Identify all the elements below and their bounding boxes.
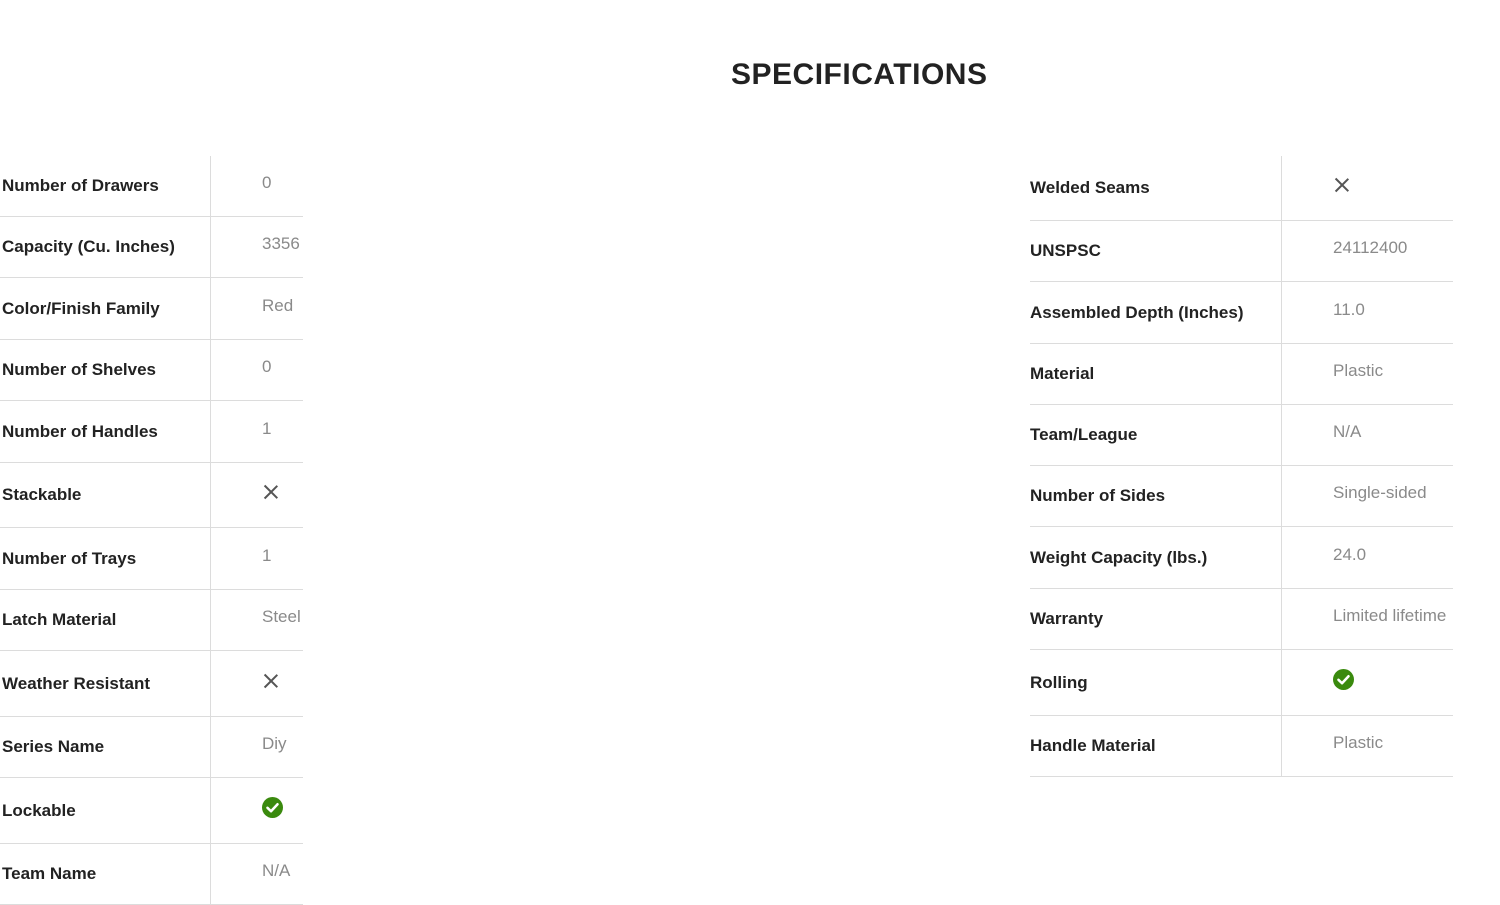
spec-value: Limited lifetime bbox=[1333, 606, 1447, 625]
spec-row-number-of-shelves bbox=[0, 340, 303, 401]
check-icon bbox=[1333, 669, 1354, 690]
spec-row-weather-resistant bbox=[0, 651, 303, 717]
spec-value: 1 bbox=[262, 418, 272, 438]
spec-value bbox=[1282, 156, 1351, 220]
spec-label: Stackable bbox=[0, 463, 211, 527]
spec-label: Number of Trays bbox=[0, 528, 211, 589]
spec-label: UNSPSC bbox=[1030, 221, 1282, 281]
spec-label: Number of Sides bbox=[1030, 466, 1282, 526]
spec-row-lockable bbox=[0, 778, 303, 844]
spec-row-latch-material bbox=[0, 590, 303, 651]
spec-value: 0 bbox=[262, 357, 272, 376]
spec-value bbox=[211, 463, 280, 527]
spec-value: Steel bbox=[262, 607, 301, 626]
spec-row-series-name bbox=[0, 717, 303, 778]
spec-label: Material bbox=[1030, 344, 1282, 404]
spec-label: Handle Material bbox=[1030, 716, 1282, 776]
spec-label: Weight Capacity (lbs.) bbox=[1030, 527, 1282, 588]
spec-label: Lockable bbox=[0, 778, 211, 843]
spec-row-weight-capacity-lbs bbox=[1030, 527, 1453, 589]
cross-icon bbox=[262, 483, 280, 501]
spec-row-unspsc bbox=[1030, 221, 1453, 282]
spec-row-stackable bbox=[0, 463, 303, 528]
spec-row-warranty bbox=[1030, 589, 1453, 650]
spec-label: Team/League bbox=[1030, 405, 1282, 465]
spec-label: Number of Handles bbox=[0, 401, 211, 462]
spec-value: 24.0 bbox=[1333, 544, 1367, 564]
page-title: SPECIFICATIONS bbox=[731, 58, 988, 91]
specifications-table-left bbox=[0, 156, 303, 905]
spec-label: Assembled Depth (Inches) bbox=[1030, 282, 1282, 343]
spec-value: N/A bbox=[1333, 422, 1362, 441]
spec-value: Single-sided bbox=[1333, 483, 1427, 502]
cross-icon bbox=[262, 672, 280, 690]
spec-value: Red bbox=[262, 295, 294, 315]
spec-row-number-of-drawers bbox=[0, 156, 303, 217]
spec-row-assembled-depth-inches bbox=[1030, 282, 1453, 344]
spec-label: Warranty bbox=[1030, 589, 1282, 649]
spec-row-number-of-trays bbox=[0, 528, 303, 590]
spec-label: Color/Finish Family bbox=[0, 278, 211, 339]
spec-label: Series Name bbox=[0, 717, 211, 777]
spec-label: Welded Seams bbox=[1030, 156, 1282, 220]
spec-value: 1 bbox=[262, 545, 272, 565]
spec-label: Rolling bbox=[1030, 650, 1282, 715]
spec-row-team-league bbox=[1030, 405, 1453, 466]
spec-row-number-of-handles bbox=[0, 401, 303, 463]
spec-row-handle-material bbox=[1030, 716, 1453, 777]
specifications-table-right bbox=[1030, 156, 1453, 777]
spec-value: Diy bbox=[262, 734, 287, 753]
spec-row-welded-seams bbox=[1030, 156, 1453, 221]
spec-label: Number of Drawers bbox=[0, 156, 211, 216]
spec-label: Team Name bbox=[0, 844, 211, 904]
spec-value: 3356 bbox=[262, 234, 300, 253]
spec-label: Number of Shelves bbox=[0, 340, 211, 400]
spec-value: 0 bbox=[262, 173, 272, 192]
spec-row-team-name bbox=[0, 844, 303, 905]
spec-value: 24112400 bbox=[1333, 238, 1408, 257]
spec-label: Weather Resistant bbox=[0, 651, 211, 716]
spec-value bbox=[211, 778, 283, 843]
spec-label: Capacity (Cu. Inches) bbox=[0, 217, 211, 277]
cross-icon bbox=[1333, 176, 1351, 194]
spec-row-color-finish-family bbox=[0, 278, 303, 340]
spec-value: Plastic bbox=[1333, 361, 1384, 380]
spec-row-material bbox=[1030, 344, 1453, 405]
spec-row-number-of-sides bbox=[1030, 466, 1453, 527]
spec-value bbox=[1282, 650, 1354, 715]
spec-label: Latch Material bbox=[0, 590, 211, 650]
spec-value: 11.0 bbox=[1333, 299, 1365, 319]
spec-value: Plastic bbox=[1333, 733, 1384, 752]
spec-row-capacity-cu-inches bbox=[0, 217, 303, 278]
check-icon bbox=[262, 797, 283, 818]
spec-value: N/A bbox=[262, 861, 291, 880]
spec-row-rolling bbox=[1030, 650, 1453, 716]
spec-value bbox=[211, 651, 280, 716]
